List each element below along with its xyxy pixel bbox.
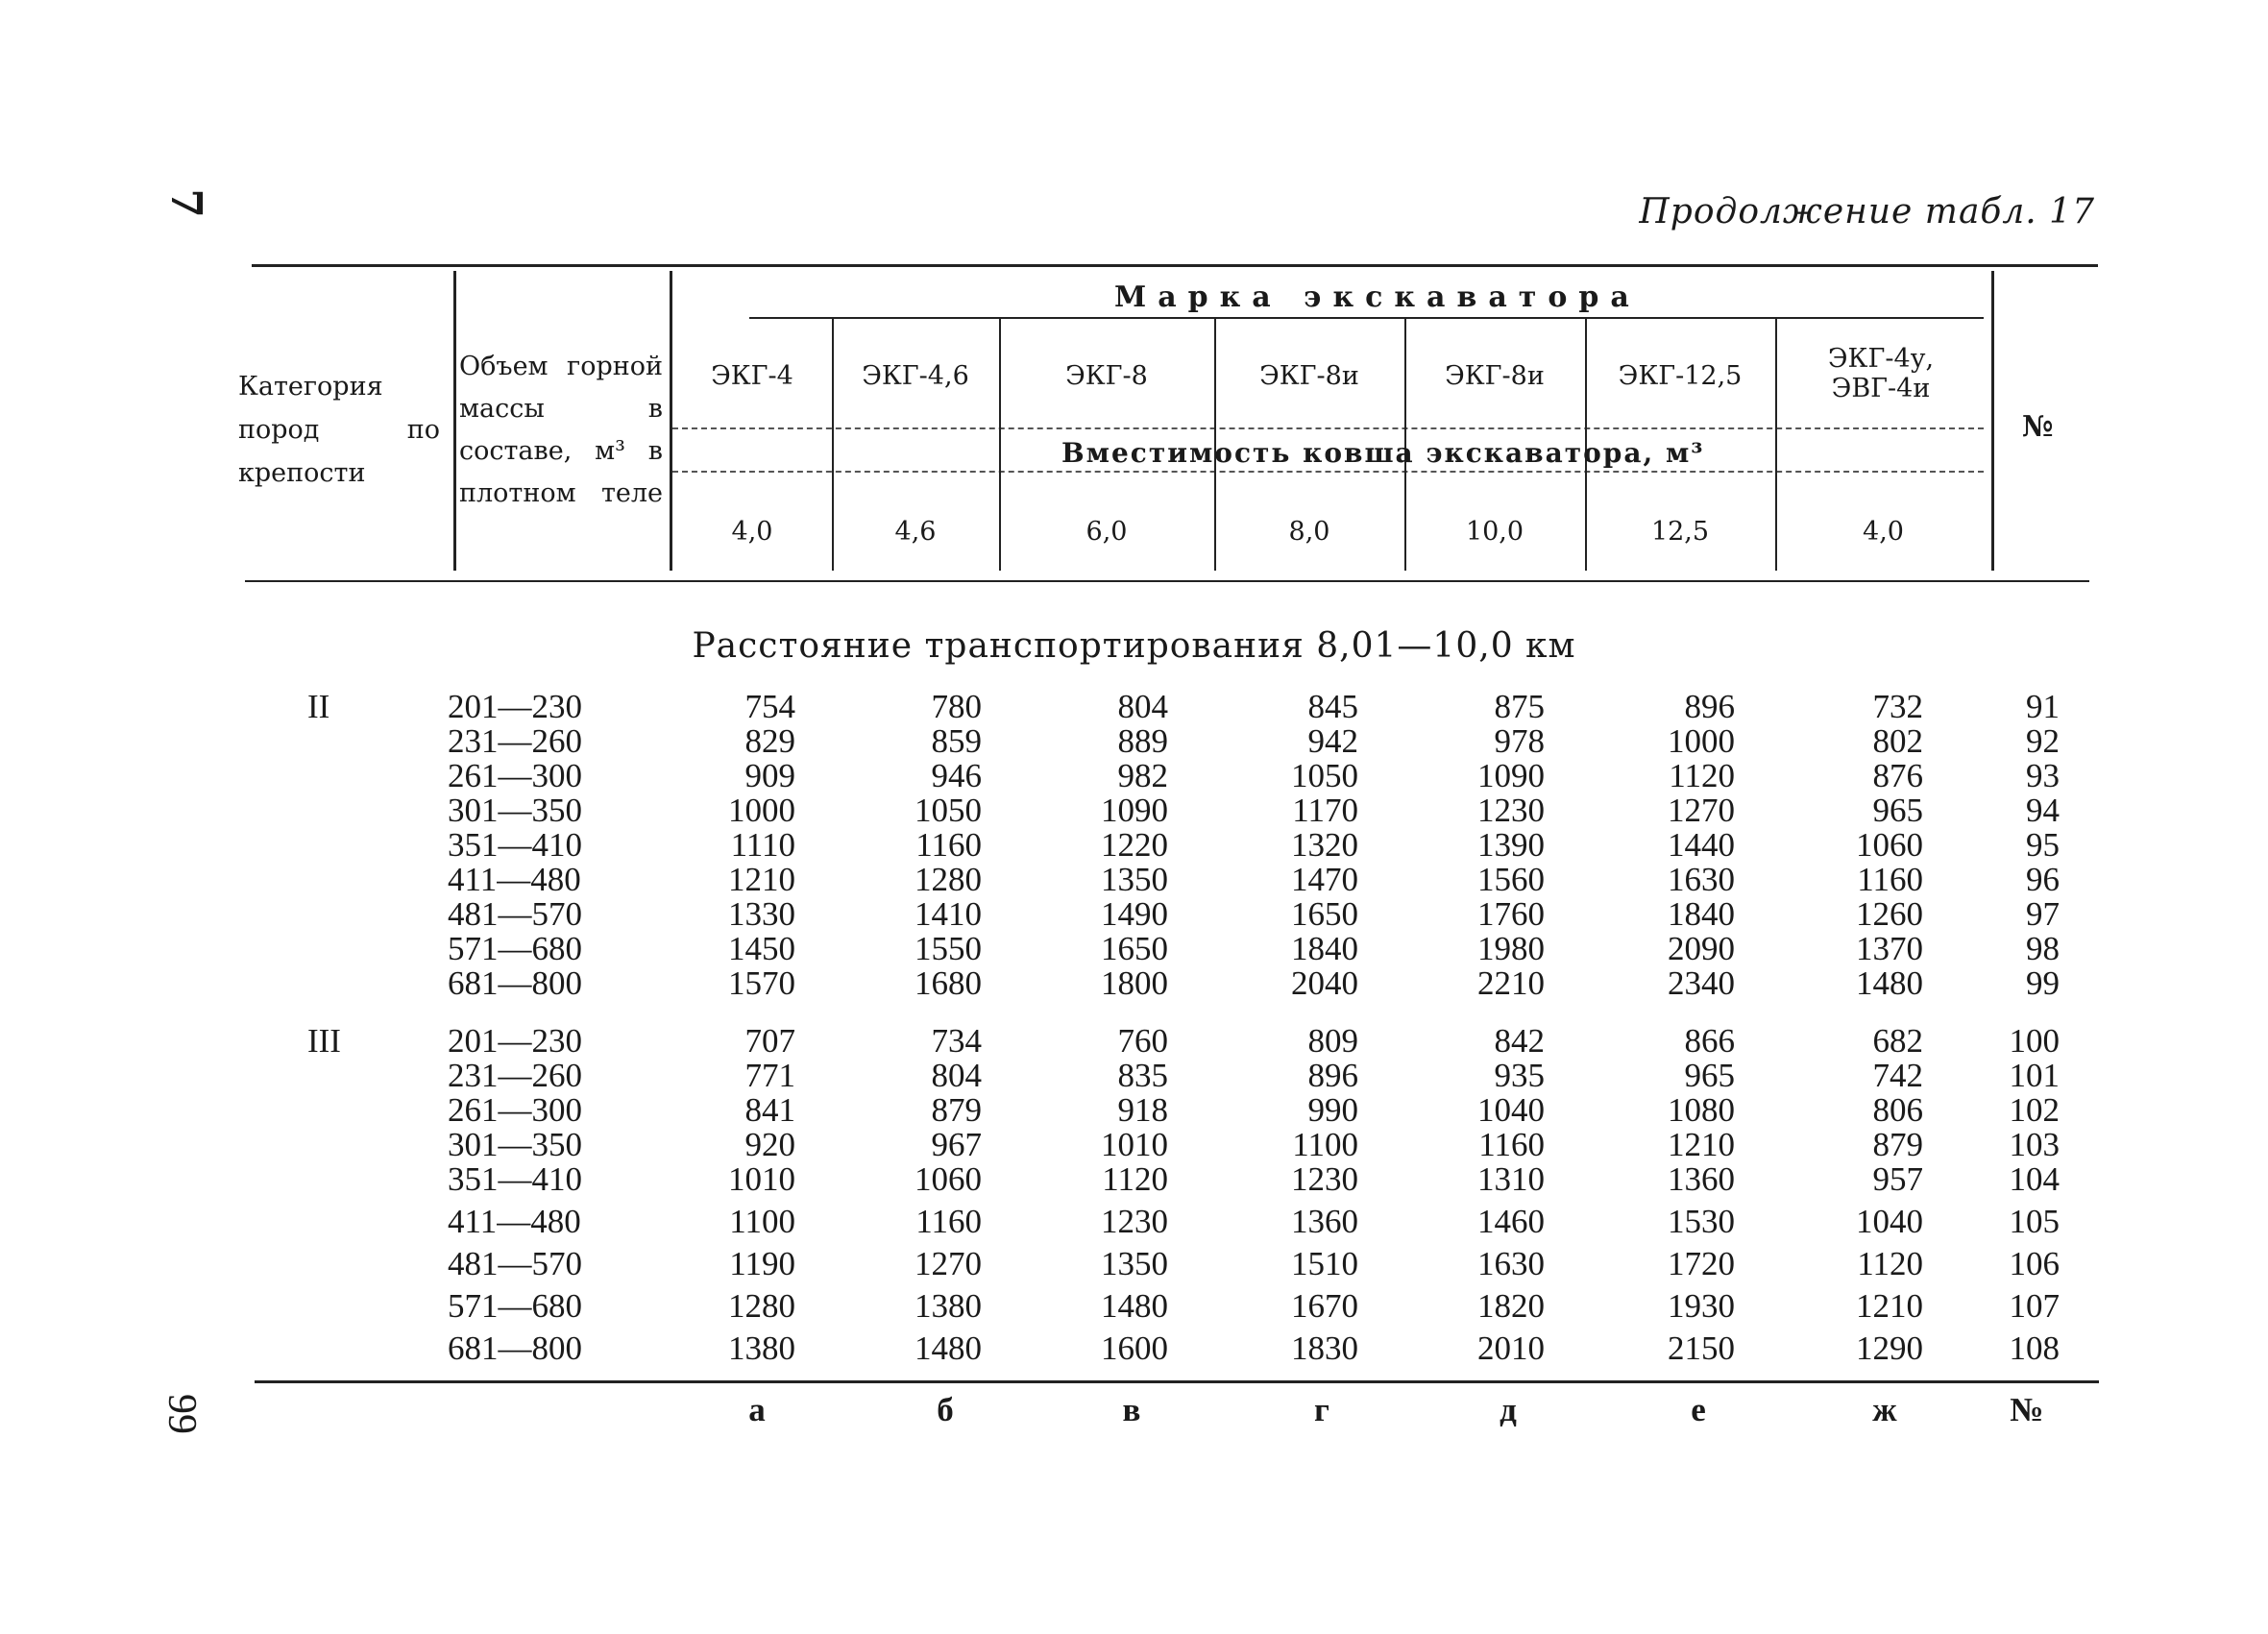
- volume-range: 571—680: [448, 930, 582, 967]
- table-cell: 1090: [1101, 792, 1168, 829]
- table-cell: 889: [1117, 722, 1168, 760]
- table-cell: 1630: [1668, 861, 1735, 898]
- table-cell: 841: [744, 1091, 795, 1129]
- table-cell: 1530: [1668, 1203, 1735, 1240]
- table-cell: 734: [931, 1022, 982, 1060]
- table-cell: 1190: [729, 1245, 795, 1282]
- capacity-cell: 12,5: [1650, 517, 1710, 547]
- table-cell: 1760: [1477, 895, 1545, 933]
- row-number: 104: [2009, 1160, 2060, 1198]
- volume-range: 411—480: [448, 861, 581, 898]
- column-letter: д: [1500, 1391, 1517, 1428]
- table-cell: 1000: [728, 792, 795, 829]
- row-number: 102: [2009, 1091, 2060, 1129]
- row-number: 105: [2009, 1203, 2060, 1240]
- table-cell: 802: [1872, 722, 1923, 760]
- table-cell: 1720: [1668, 1245, 1735, 1282]
- table-cell: 866: [1684, 1022, 1735, 1060]
- row-number: 92: [2026, 722, 2060, 760]
- table-cell: 2090: [1668, 930, 1735, 967]
- table-cell: 1550: [915, 930, 982, 967]
- table-cell: 978: [1494, 722, 1545, 760]
- table-cell: 876: [1872, 757, 1923, 794]
- table-cell: 809: [1307, 1022, 1358, 1060]
- brand-cell: ЭКГ-4,6: [862, 361, 969, 391]
- column-letter: в: [1122, 1391, 1141, 1428]
- volume-range: 481—570: [448, 895, 582, 933]
- table-cell: 1360: [1291, 1203, 1358, 1240]
- table-cell: 1160: [1478, 1126, 1545, 1163]
- volume-range: 481—570: [448, 1245, 582, 1282]
- row-number: 93: [2026, 757, 2060, 794]
- table-cell: 1160: [915, 1203, 982, 1240]
- table-cell: 1100: [1292, 1126, 1358, 1163]
- table-cell: 1210: [728, 861, 795, 898]
- table-cell: 2340: [1668, 964, 1735, 1002]
- category-header: Категория пород по крепости: [238, 372, 440, 488]
- table-cell: 1650: [1291, 895, 1358, 933]
- table-cell: 742: [1872, 1057, 1923, 1094]
- capacity-cell: 10,0: [1465, 517, 1524, 547]
- volume-range: 201—230: [448, 1022, 582, 1060]
- table-cell: 1840: [1291, 930, 1358, 967]
- column-letter: г: [1314, 1391, 1329, 1428]
- table-cell: 1480: [915, 1329, 982, 1367]
- header-bottom-rule: [245, 580, 2089, 582]
- table-cell: 1230: [1291, 1160, 1358, 1198]
- row-number: 101: [2009, 1057, 2060, 1094]
- capacity-header: Вместимость ковша экскаватора, м³: [1061, 437, 1705, 469]
- table-cell: 1350: [1101, 861, 1168, 898]
- table-cell: 2010: [1477, 1329, 1545, 1367]
- table-cell: 1080: [1668, 1091, 1735, 1129]
- table-cell: 1050: [1291, 757, 1358, 794]
- table-cell: 1230: [1101, 1203, 1168, 1240]
- table-cell: 1330: [728, 895, 795, 933]
- table-cell: 1570: [728, 964, 795, 1002]
- page-number: 99: [159, 1394, 204, 1434]
- table-cell: 1210: [1668, 1126, 1735, 1163]
- table-cell: 804: [931, 1057, 982, 1094]
- table-cell: 1010: [728, 1160, 795, 1198]
- table-cell: 1060: [1856, 826, 1923, 864]
- table-cell: 1120: [1102, 1160, 1168, 1198]
- margin-mark: 7: [160, 188, 210, 218]
- table-cell: 1230: [1477, 792, 1545, 829]
- table-cell: 879: [1872, 1126, 1923, 1163]
- table-cell: 946: [931, 757, 982, 794]
- table-cell: 1930: [1668, 1287, 1735, 1325]
- table-cell: 842: [1494, 1022, 1545, 1060]
- footer-rule: [255, 1380, 2099, 1383]
- table-cell: 1680: [915, 964, 982, 1002]
- table-cell: 875: [1494, 688, 1545, 725]
- header-divider: [453, 271, 456, 571]
- table-cell: 1450: [728, 930, 795, 967]
- table-cell: 707: [744, 1022, 795, 1060]
- row-number: 108: [2009, 1329, 2060, 1367]
- row-number: 97: [2026, 895, 2060, 933]
- number-header: №: [2022, 410, 2054, 444]
- table-cell: 732: [1872, 688, 1923, 725]
- table-cell: 1370: [1856, 930, 1923, 967]
- brand-cell: ЭКГ-12,5: [1618, 361, 1743, 391]
- table-cell: 1840: [1668, 895, 1735, 933]
- table-cell: 835: [1117, 1057, 1168, 1094]
- table-cell: 879: [931, 1091, 982, 1129]
- table-cell: 1220: [1101, 826, 1168, 864]
- table-cell: 965: [1684, 1057, 1735, 1094]
- table-cell: 2150: [1668, 1329, 1735, 1367]
- brand-cell: ЭКГ-4у, ЭВГ-4и: [1827, 344, 1935, 404]
- table-cell: 1460: [1477, 1203, 1545, 1240]
- table-cell: 1470: [1291, 861, 1358, 898]
- column-letter: №: [2010, 1391, 2044, 1428]
- table-cell: 804: [1117, 688, 1168, 725]
- table-cell: 1800: [1101, 964, 1168, 1002]
- volume-range: 411—480: [448, 1203, 581, 1240]
- table-cell: 1320: [1291, 826, 1358, 864]
- table-cell: 1630: [1477, 1245, 1545, 1282]
- table-cell: 760: [1117, 1022, 1168, 1060]
- row-number: 91: [2026, 688, 2060, 725]
- category-label: III: [307, 1022, 341, 1060]
- volume-range: 351—410: [448, 1160, 582, 1198]
- volume-range: 681—800: [448, 1329, 582, 1367]
- table-cell: 1120: [1857, 1245, 1923, 1282]
- table-cell: 780: [931, 688, 982, 725]
- brand-cell: ЭКГ-8и: [1445, 361, 1545, 391]
- table-cell: 1000: [1668, 722, 1735, 760]
- table-cell: 1480: [1101, 1287, 1168, 1325]
- table-cell: 957: [1872, 1160, 1923, 1198]
- table-cell: 1060: [915, 1160, 982, 1198]
- header-top-rule: [252, 264, 2098, 267]
- capacity-cell: 4,6: [894, 517, 937, 547]
- volume-range: 231—260: [448, 1057, 582, 1094]
- table-cell: 2210: [1477, 964, 1545, 1002]
- table-cell: 896: [1684, 688, 1735, 725]
- column-letter: е: [1691, 1391, 1706, 1428]
- table-cell: 1270: [915, 1245, 982, 1282]
- table-cell: 829: [744, 722, 795, 760]
- table-cell: 990: [1307, 1091, 1358, 1129]
- table-cell: 965: [1872, 792, 1923, 829]
- brand-cell: ЭКГ-4: [711, 361, 793, 391]
- volume-range: 231—260: [448, 722, 582, 760]
- table-cell: 1270: [1668, 792, 1735, 829]
- table-cell: 1310: [1477, 1160, 1545, 1198]
- category-label: II: [307, 688, 330, 725]
- table-cell: 845: [1307, 688, 1358, 725]
- row-number: 95: [2026, 826, 2060, 864]
- table-cell: 1100: [729, 1203, 795, 1240]
- table-cell: 896: [1307, 1057, 1358, 1094]
- row-number: 103: [2009, 1126, 2060, 1163]
- table-cell: 771: [744, 1057, 795, 1094]
- row-number: 106: [2009, 1245, 2060, 1282]
- capacity-cell: 8,0: [1288, 517, 1330, 547]
- brand-header: Марка экскаватора: [1114, 280, 1641, 314]
- table-cell: 1120: [1669, 757, 1735, 794]
- table-cell: 1440: [1668, 826, 1735, 864]
- volume-range: 301—350: [448, 792, 582, 829]
- table-cell: 909: [744, 757, 795, 794]
- table-cell: 2040: [1291, 964, 1358, 1002]
- table-cell: 920: [744, 1126, 795, 1163]
- table-cell: 1010: [1101, 1126, 1168, 1163]
- table-cell: 1490: [1101, 895, 1168, 933]
- table-cell: 1410: [915, 895, 982, 933]
- table-cell: 1650: [1101, 930, 1168, 967]
- table-cell: 754: [744, 688, 795, 725]
- section-title: Расстояние транспортирования 8,01—10,0 км: [692, 626, 1576, 666]
- header-divider: [1991, 271, 1994, 571]
- capacity-cell: 6,0: [1085, 517, 1128, 547]
- table-cell: 1670: [1291, 1287, 1358, 1325]
- table-cell: 1350: [1101, 1245, 1168, 1282]
- table-cell: 1110: [730, 826, 795, 864]
- table-cell: 1160: [915, 826, 982, 864]
- volume-range: 261—300: [448, 757, 582, 794]
- brand-cell: ЭКГ-8: [1065, 361, 1148, 391]
- volume-range: 261—300: [448, 1091, 582, 1129]
- capacity-cell: 4,0: [1863, 517, 1904, 547]
- table-cell: 1170: [1292, 792, 1358, 829]
- volume-range: 351—410: [448, 826, 582, 864]
- table-cell: 1090: [1477, 757, 1545, 794]
- row-number: 100: [2009, 1022, 2060, 1060]
- row-number: 96: [2026, 861, 2060, 898]
- table-cell: 935: [1494, 1057, 1545, 1094]
- table-cell: 1050: [915, 792, 982, 829]
- volume-range: 301—350: [448, 1126, 582, 1163]
- table-cell: 1260: [1856, 895, 1923, 933]
- table-cell: 1380: [728, 1329, 795, 1367]
- header-rule: [749, 317, 1984, 319]
- table-cell: 1980: [1477, 930, 1545, 967]
- header-rule: [672, 427, 1984, 429]
- table-cell: 1290: [1856, 1329, 1923, 1367]
- capacity-cell: 4,0: [731, 517, 773, 547]
- table-cell: 1380: [915, 1287, 982, 1325]
- table-cell: 1280: [915, 861, 982, 898]
- table-cell: 1040: [1477, 1091, 1545, 1129]
- table-cell: 859: [931, 722, 982, 760]
- column-letter: ж: [1872, 1391, 1897, 1428]
- row-number: 94: [2026, 792, 2060, 829]
- table-cell: 1280: [728, 1287, 795, 1325]
- table-cell: 1160: [1857, 861, 1923, 898]
- column-letter: а: [748, 1391, 766, 1428]
- table-cell: 1820: [1477, 1287, 1545, 1325]
- table-cell: 1360: [1668, 1160, 1735, 1198]
- table-cell: 967: [931, 1126, 982, 1163]
- row-number: 99: [2026, 964, 2060, 1002]
- brand-cell: ЭКГ-8и: [1259, 361, 1359, 391]
- row-number: 107: [2009, 1287, 2060, 1325]
- table-cell: 1040: [1856, 1203, 1923, 1240]
- column-letter: б: [937, 1391, 954, 1428]
- table-cell: 942: [1307, 722, 1358, 760]
- header-rule: [672, 471, 1984, 473]
- table-cell: 1560: [1477, 861, 1545, 898]
- table-cell: 1390: [1477, 826, 1545, 864]
- table-cell: 1830: [1291, 1329, 1358, 1367]
- table-cell: 1510: [1291, 1245, 1358, 1282]
- table-cell: 918: [1117, 1091, 1168, 1129]
- volume-header: Объем горной массы в составе, м³ в плотном теле: [459, 352, 663, 508]
- table-caption: Продолжение табл. 17: [1639, 192, 2095, 232]
- volume-range: 571—680: [448, 1287, 582, 1325]
- table-cell: 982: [1117, 757, 1168, 794]
- table-cell: 806: [1872, 1091, 1923, 1129]
- table-cell: 1600: [1101, 1329, 1168, 1367]
- table-cell: 682: [1872, 1022, 1923, 1060]
- table-cell: 1480: [1856, 964, 1923, 1002]
- volume-range: 201—230: [448, 688, 582, 725]
- row-number: 98: [2026, 930, 2060, 967]
- volume-range: 681—800: [448, 964, 582, 1002]
- table-cell: 1210: [1856, 1287, 1923, 1325]
